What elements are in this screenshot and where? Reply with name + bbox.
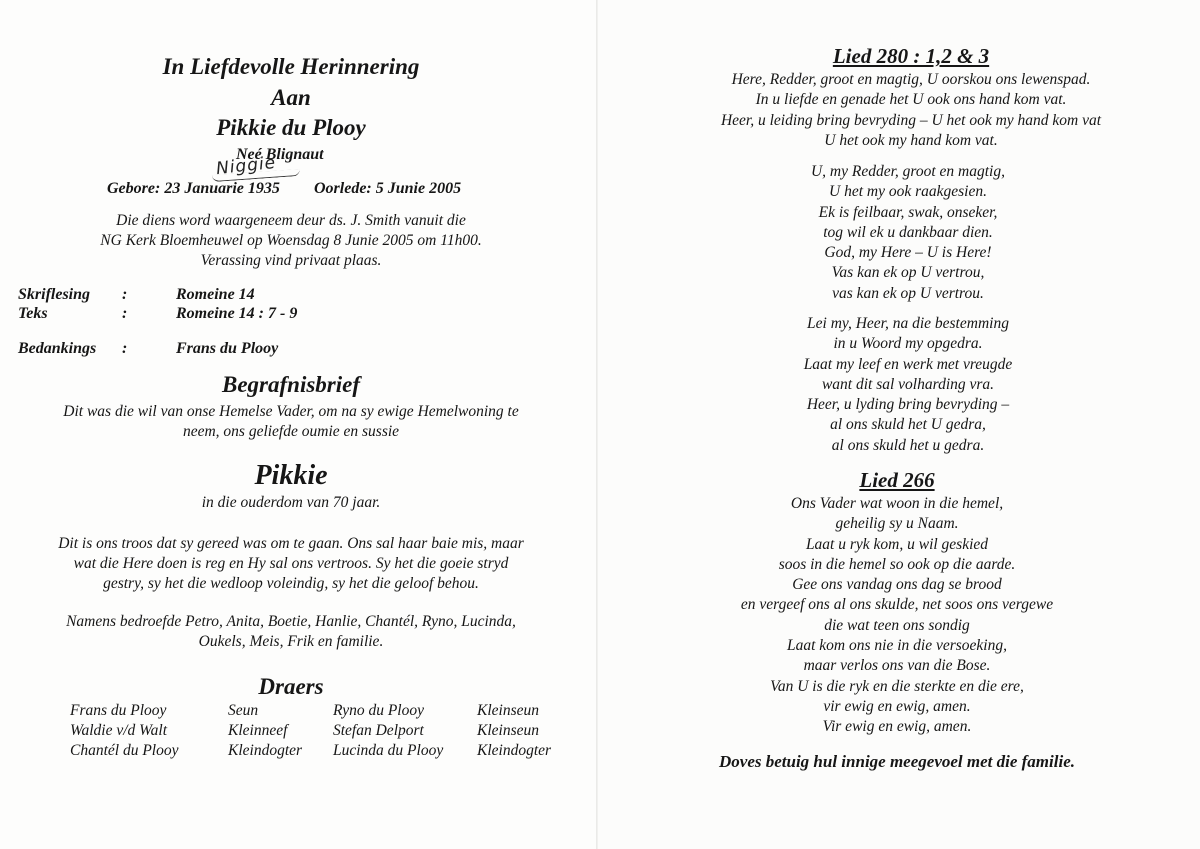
verse-line: want dit sal volharding vra. <box>821 375 995 393</box>
detail-colon: : <box>122 305 128 322</box>
verse-line: Heer, u leiding bring bevryding – U het ook my hand kom vat <box>720 111 1102 129</box>
verse-line: U, my Redder, groot en magtig, <box>810 163 1005 180</box>
family-line: Oukels, Meis, Frik en familie. <box>198 633 384 650</box>
service-info <box>0 211 582 271</box>
family-line: Namens bedroefde Petro, Anita, Boetie, Hanlie, Chantél, Ryno, Lucinda, <box>66 613 516 630</box>
detail-value: Frans du Plooy <box>176 340 279 357</box>
deceased-nickname: Pikkie <box>254 460 328 491</box>
verse-line: tog wil ek u dankbaar dien. <box>823 223 993 241</box>
verse-line: maar verlos ons van die Bose. <box>803 657 991 675</box>
service-line: Verassing vind privaat plaas. <box>200 252 382 269</box>
verse-line: al ons skuld het u gedra. <box>831 436 985 454</box>
bearer-relation: Kleindogter <box>228 742 303 759</box>
bearer-relation: Seun <box>228 702 259 719</box>
detail-colon: : <box>122 286 128 303</box>
verse-line: Van U is die ryk en die sterkte en die ere, <box>770 677 1024 695</box>
death-date: Oorlede: 5 Junie 2005 <box>314 180 462 197</box>
letter-title: Begrafnisbrief <box>222 372 360 397</box>
letter-text <box>0 402 582 442</box>
song1-verse3 <box>598 314 1200 456</box>
verse-line: al ons skuld het U gedra, <box>830 416 986 434</box>
detail-value: Romeine 14 <box>176 286 255 303</box>
bearer-name: Waldie v/d Walt <box>70 722 168 739</box>
bearer-name: Stefan Delport <box>333 722 424 739</box>
detail-label: Teks <box>18 305 48 322</box>
bearer-relation: Kleinseun <box>477 722 539 739</box>
song1-title: Lied 280 : 1,2 & 3 <box>832 44 990 68</box>
verse-line: vas kan ek op U vertrou. <box>832 284 984 302</box>
verse-line: soos in die hemel so ook op die aarde. <box>778 555 1016 573</box>
verse-line: Lei my, Heer, na die bestemming <box>807 315 1009 332</box>
verse-line: Gee ons vandag ons dag se brood <box>792 576 1002 594</box>
verse-line: die wat teen ons sondig <box>824 616 970 634</box>
bearers-table <box>70 702 551 762</box>
song2-title: Lied 266 <box>859 468 935 492</box>
verse-line: vir ewig en ewig, amen. <box>823 697 971 715</box>
verse-line: In u liefde en genade het U ook ons hand kom vat. <box>755 91 1067 109</box>
left-page <box>0 0 598 849</box>
comfort-line: wat die Here doen is reg en Hy sal ons vertroos. Sy het die goeie stryd <box>73 555 509 572</box>
detail-colon: : <box>122 340 128 357</box>
maiden-name: Neé Blignaut <box>236 146 324 163</box>
detail-label: Bedankings <box>18 340 97 357</box>
table-row <box>70 702 551 722</box>
handwritten-note: Niggie <box>215 152 278 180</box>
comfort-line: Dit is ons troos dat sy gereed was om te gaan. Ons sal haar baie mis, maar <box>58 535 524 552</box>
verse-line: Here, Redder, groot en magtig, U oorskou ons lewenspad. <box>731 71 1091 88</box>
verse-line: Laat my leef en werk met vreugde <box>803 355 1013 373</box>
verse-line: Laat u ryk kom, u wil geskied <box>805 535 989 553</box>
verse-line: geheilig sy u Naam. <box>835 515 959 533</box>
family-text <box>0 612 582 652</box>
table-row <box>70 742 551 762</box>
bearer-relation: Kleindogter <box>477 742 552 759</box>
bearers-title: Draers <box>258 674 324 699</box>
verse-line: Laat kom ons nie in die versoeking, <box>787 637 1007 655</box>
bearer-name: Lucinda du Plooy <box>333 742 444 759</box>
right-page <box>598 0 1200 849</box>
bearer-name: Frans du Plooy <box>70 702 167 719</box>
age-line: in die ouderdom van 70 jaar. <box>201 494 381 511</box>
birth-date: Gebore: 23 Januarie 1935 <box>107 180 280 197</box>
letter-line: Dit was die wil van onse Hemelse Vader, om na sy ewige Hemelwoning te <box>63 403 519 420</box>
condolence-footer: Doves betuig hul innige meegevoel met die familie. <box>719 752 1075 771</box>
verse-line: God, my Here – U is Here! <box>824 244 992 262</box>
verse-line: Vir ewig en ewig, amen. <box>822 718 972 736</box>
memorial-aan: Aan <box>271 85 311 110</box>
service-line: Die diens word waargeneem deur ds. J. Smith vanuit die <box>116 212 466 229</box>
bearer-relation: Kleinseun <box>477 702 539 719</box>
bearer-name: Ryno du Plooy <box>333 702 424 719</box>
verse-line: in u Woord my opgedra. <box>833 335 983 353</box>
song2-lyrics <box>598 494 1196 738</box>
verse-line: Ons Vader wat woon in die hemel, <box>790 495 1004 512</box>
memorial-heading: In Liefdevolle Herinnering <box>162 54 420 79</box>
deceased-name: Pikkie du Plooy <box>216 115 366 140</box>
verse-line: Vas kan ek op U vertrou, <box>831 264 985 282</box>
verse-line: U het ook my hand kom vat. <box>824 131 998 149</box>
table-row <box>70 722 551 742</box>
verse-line: Heer, u lyding bring bevryding – <box>806 396 1010 414</box>
service-line: NG Kerk Bloemheuwel op Woensdag 8 Junie 2005 om 11h00. <box>100 232 482 249</box>
detail-label: Skriflesing <box>18 286 91 303</box>
comfort-line: gestry, sy het die wedloop voleindig, sy het die geloof behou. <box>103 575 479 592</box>
verse-line: en vergeef ons al ons skulde, net soos ons vergewe <box>740 596 1054 614</box>
comfort-text <box>0 534 582 594</box>
song1-verse2 <box>598 162 1200 304</box>
bearer-relation: Kleinneef <box>228 722 288 739</box>
bearer-name: Chantél du Plooy <box>70 742 179 759</box>
song1-verse1 <box>598 70 1200 151</box>
verse-line: Ek is feilbaar, swak, onseker, <box>818 203 998 221</box>
verse-line: U het my ook raakgesien. <box>829 183 987 201</box>
detail-value: Romeine 14 : 7 - 9 <box>176 305 298 322</box>
letter-line: neem, ons geliefde oumie en sussie <box>182 423 400 440</box>
